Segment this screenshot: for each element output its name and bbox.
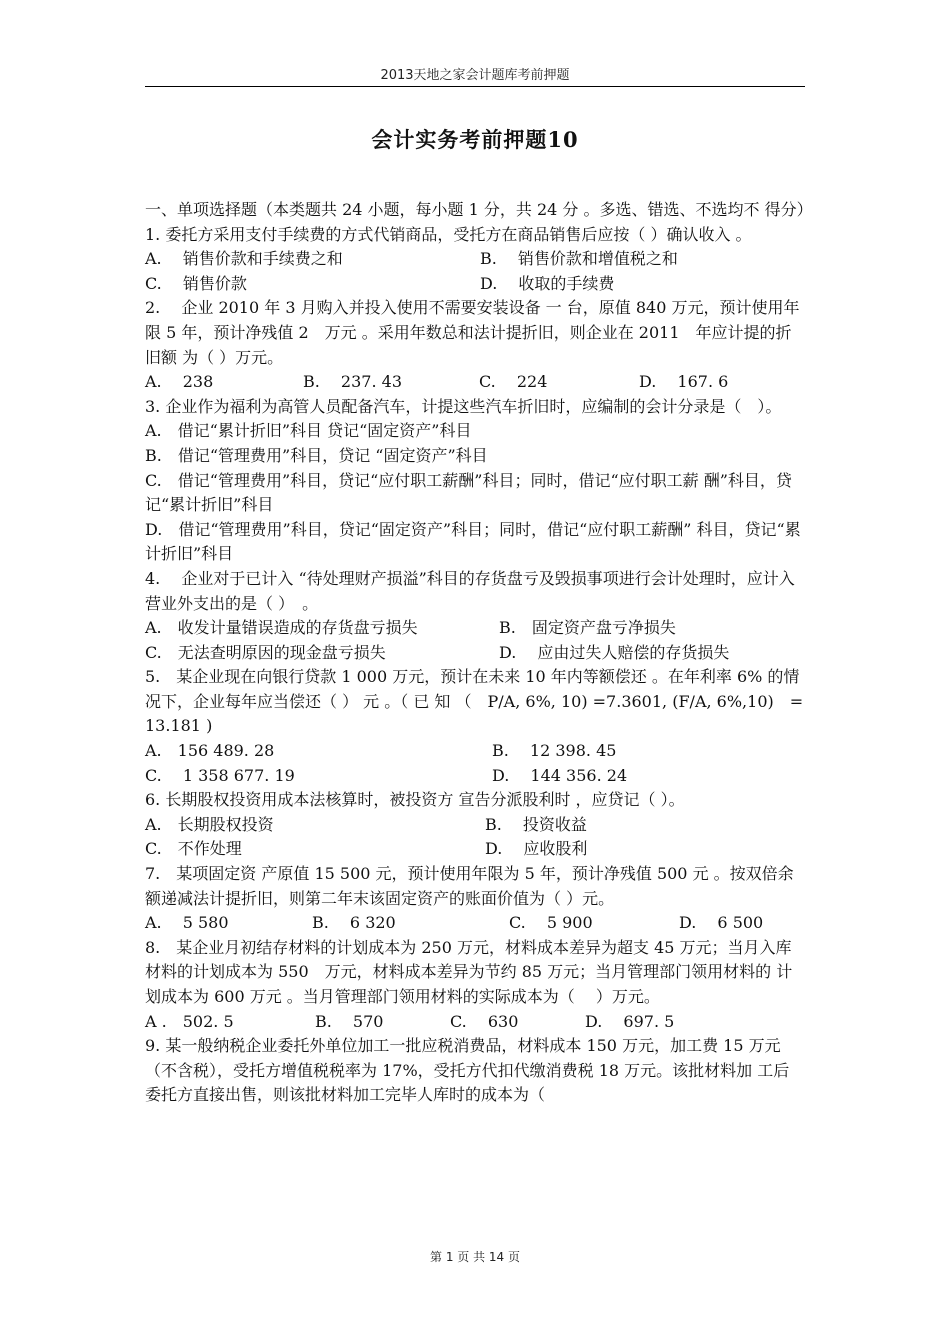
q7-option-a: A. 5 580 xyxy=(145,913,229,933)
q2-option-d: D. 167. 6 xyxy=(639,372,729,392)
q1-option-c: C. 销售价款 xyxy=(145,273,247,293)
question-5-options-row-2 xyxy=(145,764,805,789)
q3-option-c: C. 借记“管理费用”科目，贷记“应付职工薪酬”科目；同时，借记“应付职工薪 酬”科目，贷记“累计折旧”科目 xyxy=(145,470,792,515)
question-5: 5. 某企业现在向银行贷款 1 000 万元，预计在未来 10 年内等额偿还 。在年利率 6% 的情况下，企业每年应当偿还（ ） 元 。（ 已 知 （ P/A, 6%, 10) =7.3601, (F/A, 6%,10) =13.181 ) xyxy=(145,667,804,736)
q5-option-b: B. 12 398. 45 xyxy=(492,741,617,761)
question-2: 2. 企业 2010 年 3 月购入并投入使用不需要安装设备 一 台，原值 840 万元，预计使用年限 5 年，预计净残值 2 万元 。采用年数总和法计提折旧，则企业在 2011 年应计提的折旧额 为（ ）万元。 xyxy=(145,298,800,367)
q8-option-c: C. 630 xyxy=(450,1011,519,1031)
q7-option-c: C. 5 900 xyxy=(509,913,593,933)
q2-option-b: B. 237. 43 xyxy=(303,372,403,392)
q6-option-b: B. 投资收益 xyxy=(485,814,587,834)
q5-option-c: C. 1 358 677. 19 xyxy=(145,765,295,785)
q1-option-b: B. 销售价款和增值税之和 xyxy=(480,249,678,269)
q1-option-a: A. 销售价款和手续费之和 xyxy=(145,249,343,269)
question-9: 9. 某一般纳税企业委托外单位加工一批应税消费品，材料成本 150 万元，加工费 15 万元（不含税），受托方增值税税率为 17%，受托方代扣代缴消费税 18 万元。该批材料加 工后委托方直接出售，则该批材料加工完毕人库时的成本为（ xyxy=(145,1036,790,1105)
question-4-options-row-2 xyxy=(145,641,805,666)
question-8: 8. 某企业月初结存材料的计划成本为 250 万元，材料成本差异为超支 45 万元；当月入库材料的计划成本为 550 万元，材料成本差异为节约 85 万元；当月管理部门领用材料的 计划成本为 600 万元 。当月管理部门领用材料的实际成本为（ ）万元。 xyxy=(145,937,793,1006)
question-5-options-row-1 xyxy=(145,739,805,764)
q4-option-d: D. 应由过失人赔偿的存货损失 xyxy=(499,642,730,662)
question-7-options xyxy=(145,911,805,936)
question-4-options-row-1 xyxy=(145,616,805,641)
question-1-options-row-2 xyxy=(145,272,805,297)
q4-option-c: C. 无法查明原因的现金盘亏损失 xyxy=(145,642,386,662)
question-4: 4. 企业对于已计入 “待处理财产损溢”科目的存货盘亏及毁损事项进行会计处理时，应计入营业外支出的是（ ） 。 xyxy=(145,568,795,613)
question-1: 1. 委托方采用支付手续费的方式代销商品，受托方在商品销售后应按（ ）确认收入 。 xyxy=(145,224,752,244)
document-title: 会计实务考前押题10 xyxy=(371,127,579,152)
q5-option-a: A. 156 489. 28 xyxy=(145,741,275,761)
q2-option-a: A. 238 xyxy=(145,372,214,392)
q2-option-c: C. 224 xyxy=(479,372,548,392)
page-header: 2013天地之家会计题库考前押题 xyxy=(380,68,570,83)
question-6: 6. 长期股权投资用成本法核算时，被投资方 宣告分派股利时 ，应贷记（ ）。 xyxy=(145,790,685,810)
q6-option-c: C. 不作处理 xyxy=(145,839,242,859)
q8-option-b: B. 570 xyxy=(315,1011,384,1031)
document-body xyxy=(145,198,813,1108)
q3-option-a: A. 借记“累计折旧”科目 贷记“固定资产”科目 xyxy=(145,421,472,441)
header-rule xyxy=(145,86,805,87)
question-2-options xyxy=(145,370,805,395)
q6-option-a: A. 长期股权投资 xyxy=(145,814,274,834)
question-8-options xyxy=(145,1010,805,1035)
q5-option-d: D. 144 356. 24 xyxy=(492,765,628,785)
q8-option-d: D. 697. 5 xyxy=(585,1011,675,1031)
question-6-options-row-1 xyxy=(145,813,805,838)
q8-option-a: A . 502. 5 xyxy=(145,1011,234,1031)
page-footer: 第 1 页 共 14 页 xyxy=(430,1250,520,1264)
question-6-options-row-2 xyxy=(145,837,805,862)
q3-option-b: B. 借记“管理费用”科目，贷记 “固定资产”科目 xyxy=(145,445,488,465)
q1-option-d: D. 收取的手续费 xyxy=(480,273,615,293)
question-7: 7. 某项固定资 产原值 15 500 元，预计使用年限为 5 年，预计净残值 500 元 。按双倍余额递减法计提折旧，则第二年末该固定资产的账面价值为（ ）元。 xyxy=(145,864,794,908)
q7-option-d: D. 6 500 xyxy=(679,913,764,933)
q7-option-b: B. 6 320 xyxy=(312,913,396,933)
section-title: 一、单项选择题（本类题共 24 小题，每小题 1 分，共 24 分 。多选、错选、不选均不 得分） xyxy=(145,200,813,219)
q3-option-d: D. 借记“管理费用”科目，贷记“固定资产”科目；同时，借记“应付职工薪酬” 科目，贷记“累计折旧”科目 xyxy=(145,519,801,564)
q6-option-d: D. 应收股利 xyxy=(485,839,588,859)
question-3: 3. 企业作为福利为高管人员配备汽车，计提这些汽车折旧时，应编制的会计分录是（ ）。 xyxy=(145,396,782,416)
q4-option-a: A. 收发计量错误造成的存货盘亏损失 xyxy=(145,618,418,638)
question-1-options-row-1 xyxy=(145,247,805,272)
q4-option-b: B. 固定资产盘亏净损失 xyxy=(499,618,676,638)
